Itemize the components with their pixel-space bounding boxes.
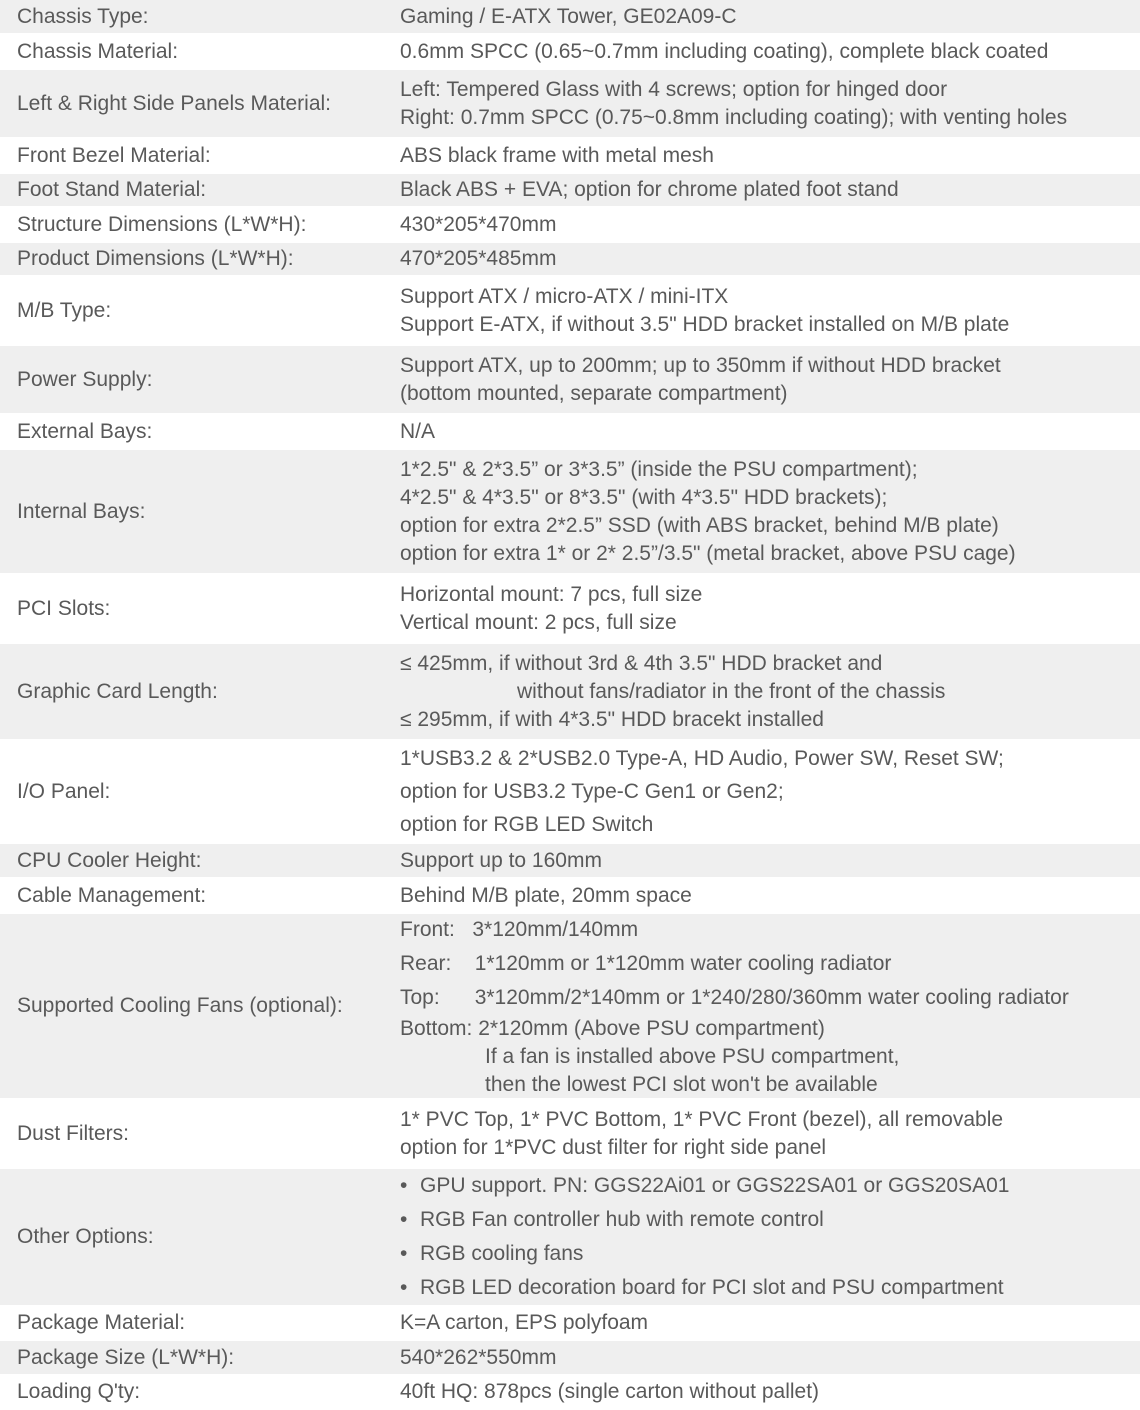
bullet-dot-icon: • xyxy=(400,1242,408,1265)
spec-label: Chassis Material: xyxy=(17,39,179,63)
spec-row-mb-type xyxy=(0,277,1140,346)
spec-value xyxy=(382,879,1140,912)
spec-value-line: option for extra 2*2.5” SSD (with ABS bracket, behind M/B plate) xyxy=(400,513,999,537)
spec-row-chassis-material xyxy=(0,35,1140,70)
spec-value-line: 540*262*550mm xyxy=(400,1345,557,1369)
spec-value xyxy=(382,0,1140,33)
spec-value-line: ≤ 425mm, if without 3rd & 4th 3.5" HDD bracket and xyxy=(400,651,883,675)
spec-row-cable-management xyxy=(0,879,1140,914)
spec-label: CPU Cooler Height: xyxy=(17,848,202,872)
spec-value-line: without fans/radiator in the front of the chassis xyxy=(517,679,946,703)
spec-row-structure-dimensions xyxy=(0,208,1140,243)
spec-row-side-panels xyxy=(0,70,1140,139)
spec-label: Cable Management: xyxy=(17,883,207,907)
spec-label: Front Bezel Material: xyxy=(17,143,211,167)
spec-value-line: Front: 3*120mm/140mm xyxy=(400,918,639,941)
spec-value-line: Rear: 1*120mm or 1*120mm water cooling radiator xyxy=(400,952,892,975)
spec-value xyxy=(382,1307,1140,1339)
spec-value-line: 4*2.5" & 4*3.5" or 8*3.5" (with 4*3.5" HDD brackets); xyxy=(400,485,888,509)
spec-value xyxy=(382,1376,1140,1408)
spec-row-product-dimensions xyxy=(0,243,1140,277)
spec-value-line: ≤ 295mm, if with 4*3.5" HDD bracekt installed xyxy=(400,707,824,731)
spec-row-io-panel xyxy=(0,741,1140,844)
spec-row-package-material xyxy=(0,1307,1140,1341)
spec-value-line: then the lowest PCI slot won't be available xyxy=(485,1073,878,1096)
spec-value xyxy=(382,243,1140,275)
spec-value-line: Right: 0.7mm SPCC (0.75~0.8mm including coating); with venting holes xyxy=(400,105,1068,129)
bullet-dot-icon: • xyxy=(400,1276,408,1299)
spec-row-internal-bays xyxy=(0,450,1140,575)
spec-value-line: 1*USB3.2 & 2*USB2.0 Type-A, HD Audio, Power SW, Reset SW; xyxy=(400,747,1004,770)
spec-value xyxy=(382,575,1140,642)
spec-value-line: Left: Tempered Glass with 4 screws; option for hinged door xyxy=(400,77,948,101)
spec-value xyxy=(382,35,1140,68)
spec-label: Left & Right Side Panels Material: xyxy=(17,91,331,115)
spec-value-line: Bottom: 2*120mm (Above PSU compartment) xyxy=(400,1017,825,1040)
bullet-dot-icon: • xyxy=(400,1208,408,1231)
spec-row-foot-stand xyxy=(0,174,1140,208)
spec-value xyxy=(382,1100,1140,1167)
spec-label: External Bays: xyxy=(17,419,153,443)
spec-label: Internal Bays: xyxy=(17,499,146,523)
spec-label: Chassis Type: xyxy=(17,4,149,28)
spec-value-line: Horizontal mount: 7 pcs, full size xyxy=(400,582,703,606)
spec-value-line: option for RGB LED Switch xyxy=(400,813,654,836)
spec-value xyxy=(382,208,1140,241)
spec-value-line: option for USB3.2 Type-C Gen1 or Gen2; xyxy=(400,780,784,803)
spec-label: Power Supply: xyxy=(17,367,153,391)
spec-value-line: (bottom mounted, separate compartment) xyxy=(400,381,788,405)
spec-value-line: 40ft HQ: 878pcs (single carton without pallet) xyxy=(400,1380,820,1403)
spec-label: Supported Cooling Fans (optional): xyxy=(17,994,343,1017)
spec-value-line: N/A xyxy=(400,419,436,443)
bullet-item xyxy=(400,1237,1140,1271)
spec-value-line: Vertical mount: 2 pcs, full size xyxy=(400,610,677,634)
spec-row-cooling-fans xyxy=(0,914,1140,1100)
spec-label: Structure Dimensions (L*W*H): xyxy=(17,212,307,236)
spec-label: M/B Type: xyxy=(17,298,112,322)
spec-row-pci-slots xyxy=(0,575,1140,644)
spec-value-line: 430*205*470mm xyxy=(400,212,557,236)
spec-value-line: ABS black frame with metal mesh xyxy=(400,143,714,167)
spec-value-line: If a fan is installed above PSU compartment, xyxy=(485,1045,900,1068)
spec-value xyxy=(382,1169,1140,1305)
bullet-text: RGB Fan controller hub with remote control xyxy=(420,1208,824,1231)
spec-row-external-bays xyxy=(0,415,1140,450)
spec-value-line: option for 1*PVC dust filter for right side panel xyxy=(400,1135,827,1159)
spec-value-line: 1*2.5" & 2*3.5” or 3*3.5” (inside the PSU compartment); xyxy=(400,457,918,481)
spec-value-line: 1* PVC Top, 1* PVC Bottom, 1* PVC Front (bezel), all removable xyxy=(400,1107,1004,1131)
spec-row-dust-filters xyxy=(0,1100,1140,1169)
spec-value-line: K=A carton, EPS polyfoam xyxy=(400,1311,649,1334)
spec-row-chassis-type xyxy=(0,0,1140,35)
spec-value-line: Support ATX / micro-ATX / mini-ITX xyxy=(400,284,729,308)
spec-value xyxy=(382,844,1140,877)
spec-value xyxy=(382,644,1140,739)
spec-value-line: Top: 3*120mm/2*140mm or 1*240/280/360mm water cooling radiator xyxy=(400,986,1069,1009)
spec-row-cpu-cooler-height xyxy=(0,844,1140,879)
spec-label: Graphic Card Length: xyxy=(17,679,218,703)
spec-label: Other Options: xyxy=(17,1225,154,1248)
bullet-item xyxy=(400,1203,1140,1237)
spec-value-line: Support up to 160mm xyxy=(400,848,602,872)
bullet-dot-icon: • xyxy=(400,1174,408,1197)
spec-value xyxy=(382,70,1140,137)
spec-value-line: 0.6mm SPCC (0.65~0.7mm including coating), complete black coated xyxy=(400,39,1049,63)
bullet-item xyxy=(400,1271,1140,1305)
spec-value-line: Black ABS + EVA; option for chrome plated foot stand xyxy=(400,178,899,201)
bullet-text: GPU support. PN: GGS22Ai01 or GGS22SA01 or GGS20SA01 xyxy=(420,1174,1010,1197)
spec-row-loading-qty xyxy=(0,1376,1140,1410)
spec-value-line: Behind M/B plate, 20mm space xyxy=(400,883,692,907)
bullet-item xyxy=(400,1169,1140,1203)
spec-value xyxy=(382,741,1140,842)
spec-value xyxy=(382,139,1140,172)
spec-label: Dust Filters: xyxy=(17,1121,130,1145)
spec-value xyxy=(382,277,1140,344)
spec-row-other-options xyxy=(0,1169,1140,1307)
spec-row-front-bezel xyxy=(0,139,1140,174)
spec-value xyxy=(382,914,1140,1098)
spec-value xyxy=(382,174,1140,206)
spec-value xyxy=(382,450,1140,573)
spec-label: Loading Q'ty: xyxy=(17,1380,141,1403)
spec-row-power-supply xyxy=(0,346,1140,415)
spec-label: Package Material: xyxy=(17,1311,186,1334)
spec-value xyxy=(382,415,1140,448)
spec-label: I/O Panel: xyxy=(17,779,111,803)
spec-label: Foot Stand Material: xyxy=(17,178,207,201)
spec-value-line: 470*205*485mm xyxy=(400,247,557,270)
bullet-text: RGB cooling fans xyxy=(420,1242,584,1265)
spec-label: Product Dimensions (L*W*H): xyxy=(17,247,294,270)
spec-value-line: Gaming / E-ATX Tower, GE02A09-C xyxy=(400,4,737,28)
spec-label: PCI Slots: xyxy=(17,596,111,620)
spec-value xyxy=(382,1341,1140,1374)
bullet-text: RGB LED decoration board for PCI slot and PSU compartment xyxy=(420,1276,1004,1299)
spec-value xyxy=(382,346,1140,413)
spec-row-package-size xyxy=(0,1341,1140,1376)
spec-value-line: option for extra 1* or 2* 2.5”/3.5" (metal bracket, above PSU cage) xyxy=(400,541,1016,565)
spec-value-line: Support ATX, up to 200mm; up to 350mm if without HDD bracket xyxy=(400,353,1001,377)
spec-value-line: Support E-ATX, if without 3.5" HDD bracket installed on M/B plate xyxy=(400,312,1010,336)
spec-label: Package Size (L*W*H): xyxy=(17,1345,235,1369)
spec-row-graphic-card-length xyxy=(0,644,1140,741)
